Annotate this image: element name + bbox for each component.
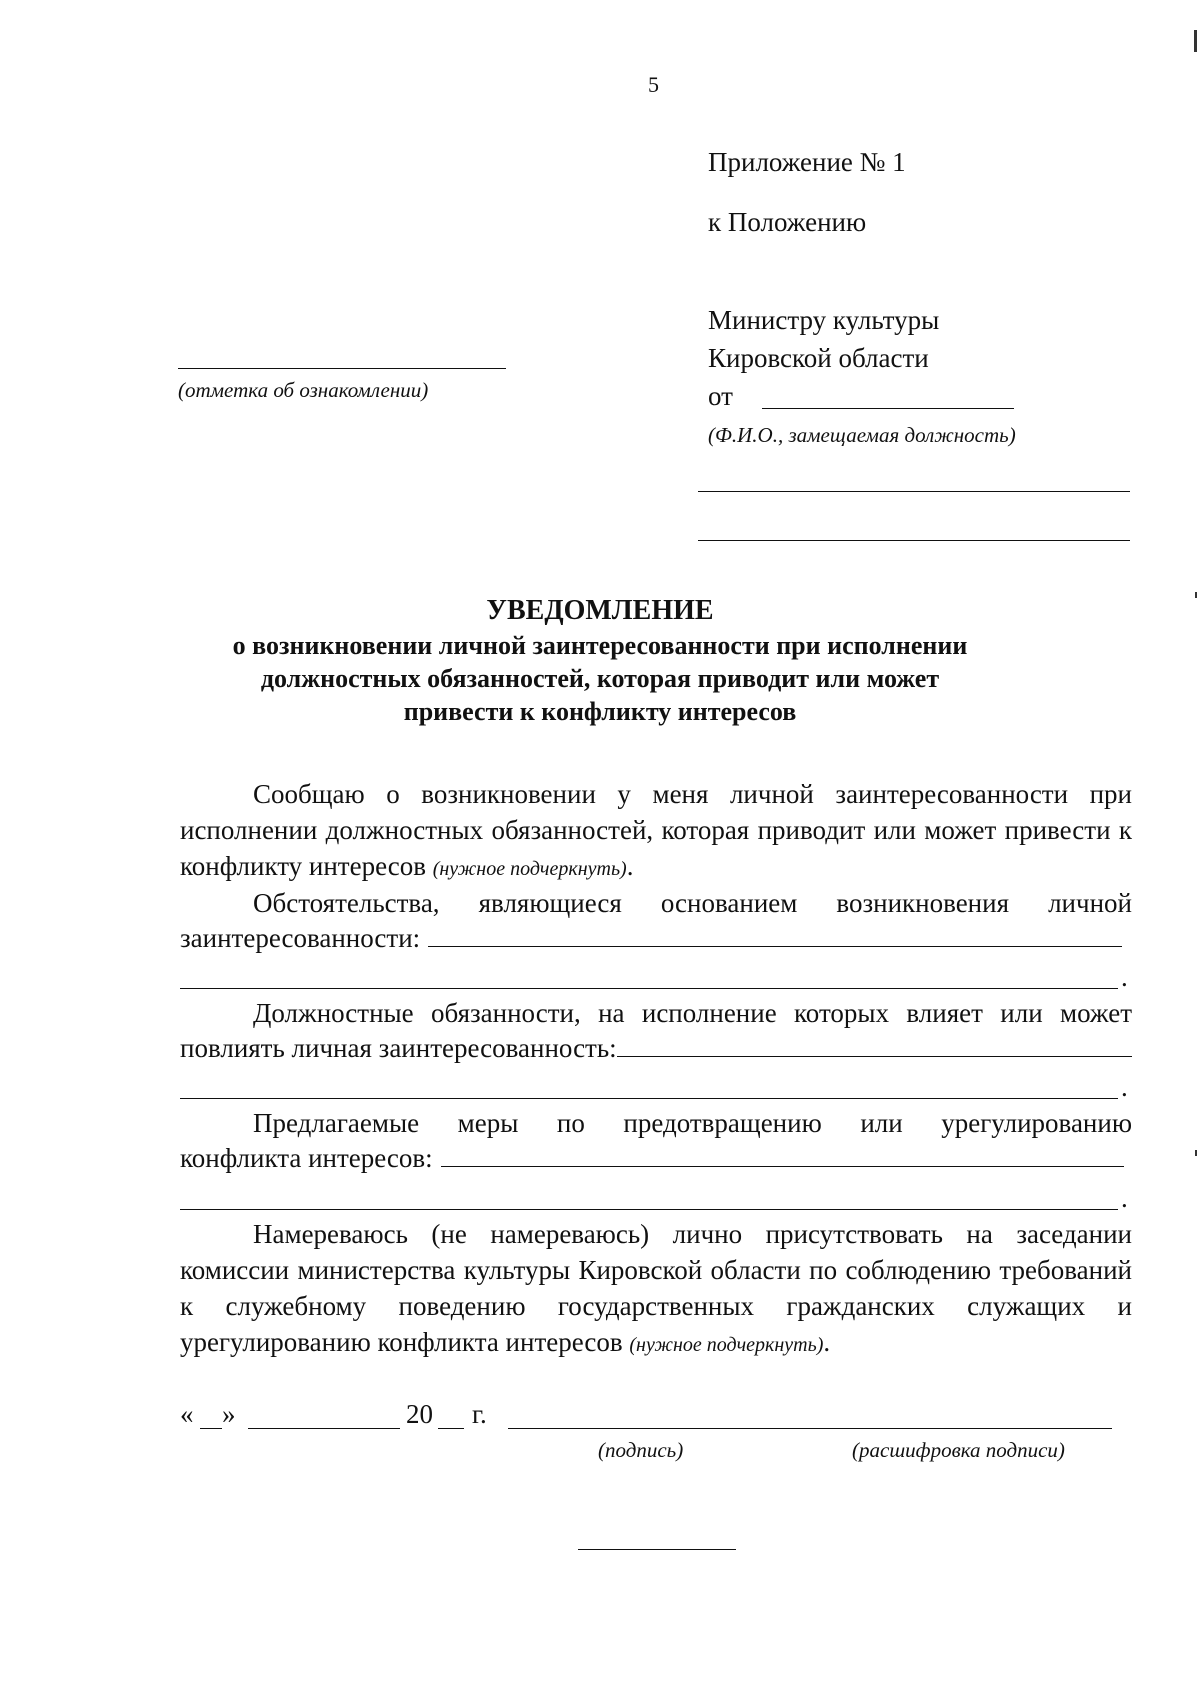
acknowledgement-caption: (отметка об ознакомлении) [178,378,429,402]
measures-label: конфликта интересов: [180,1143,433,1173]
date-year-line [438,1428,464,1429]
from-field-line [762,408,1014,409]
measures-field-row [180,1141,1124,1175]
from-caption: (Ф.И.О., замещаемая должность) [708,423,1016,447]
date-day-line [200,1428,222,1429]
circumstances-field-row [180,921,1122,955]
header-blank-line-2 [698,540,1130,541]
signature-decoding-caption: (расшифровка подписи) [852,1438,1065,1462]
duties-intro: Должностные обязанности, на исполнение которых влияет или может [253,998,1132,1028]
circumstances-period: . [1121,962,1128,992]
attendance-end: . [823,1327,831,1357]
paragraph-report-end: . [626,851,634,881]
document-heading: УВЕДОМЛЕНИЕ [486,595,714,626]
duties-field-line-2 [180,1098,1118,1099]
measures-field-line-2 [180,1209,1118,1210]
measures-period: . [1121,1183,1128,1213]
addressee-line-2: Кировской области [708,343,929,373]
date-year-suffix: г. [472,1399,487,1429]
signature-caption: (подпись) [598,1438,684,1462]
page-number: 5 [648,72,659,97]
document-subtitle-line-3: привести к конфликту интересов [403,697,797,726]
closing-rule [578,1549,736,1550]
circumstances-label: заинтересованности: [180,923,421,953]
measures-intro: Предлагаемые меры по предотвращению или урегулированию [253,1108,1132,1138]
circumstances-intro: Обстоятельства, являющиеся основанием возникновения личной [253,888,1132,918]
paragraph-report-text: Сообщаю о возникновении у меня личной заинтересованности при исполнении должностных обязанностей, которая приводит или может привести к конфликту интересов [180,779,1132,881]
paragraph-report-note: (нужное подчеркнуть) [432,858,627,880]
scan-mark-2 [1195,592,1197,598]
date-year-prefix: 20 [406,1399,433,1429]
acknowledgement-line [178,368,506,369]
addressee-line-1: Министру культуры [708,305,940,335]
document-subtitle-line-2: должностных обязанностей, которая приводит или может [260,664,940,693]
document-subtitle-line-1: о возникновении личной заинтересованности при исполнении [232,631,968,660]
signature-line [508,1428,1112,1429]
appendix-label: Приложение № 1 [708,147,906,177]
header-blank-line-1 [698,491,1130,492]
duties-field-row [180,1031,1132,1065]
circumstances-field-line-2 [180,988,1118,989]
date-open-quote: « [180,1399,194,1429]
scan-mark-3 [1195,1150,1197,1156]
from-label: от [708,381,733,411]
date-month-line [248,1428,400,1429]
duties-period: . [1121,1072,1128,1102]
scan-mark-1 [1194,30,1197,52]
measures-field [441,1144,1124,1167]
attendance-text: Намереваюсь (не намереваюсь) лично присутствовать на заседании комиссии министерства культуры Кировской области по соблюдению требований к служебному поведению государственных гражданских служащих и урегулированию конфликта интересов [180,1219,1132,1357]
duties-field [617,1034,1132,1057]
regulation-label: к Положению [708,207,867,237]
attendance-note: (нужное подчеркнуть) [629,1334,824,1356]
attendance-paragraph [180,1216,1132,1363]
date-close-quote: » [222,1399,236,1429]
duties-label: повлиять личная заинтересованность: [180,1033,617,1063]
circumstances-field [428,924,1122,947]
paragraph-report [180,776,1132,887]
